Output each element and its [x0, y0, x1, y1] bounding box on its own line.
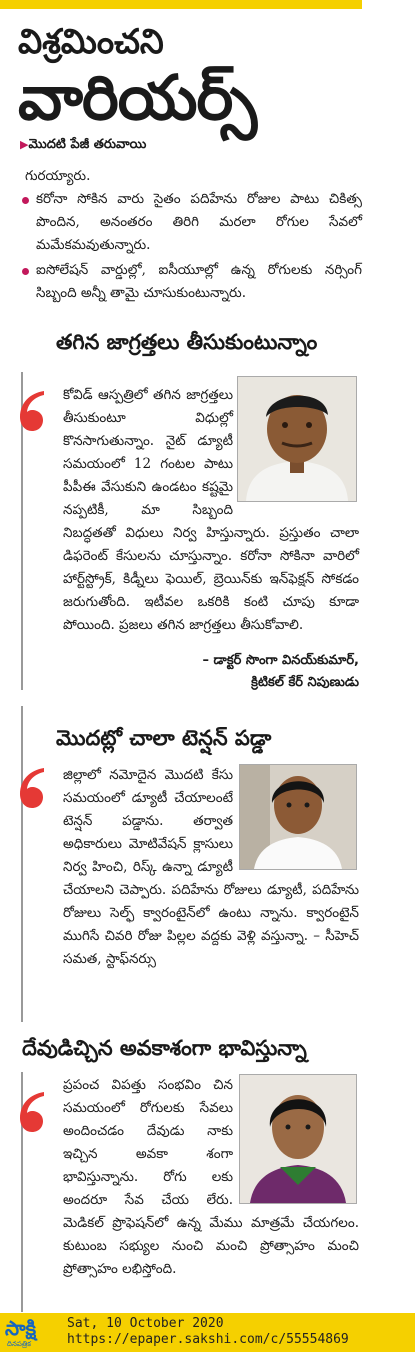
- bullet-item: ఐసోలేషన్ వార్డుల్లో, ఐసీయూల్లో ఉన్న రోగులకు నర్సింగ్ సిబ్బంది అన్నీ తామై చూసుకుంటున్నారు.: [22, 259, 362, 305]
- quote-mark-icon: [10, 385, 50, 435]
- continued-label: మొదటి పేజీ తరువాయి: [28, 137, 147, 152]
- triangle-icon: ▶: [20, 138, 29, 151]
- section-heading: తగిన జాగ్రత్తలు తీసుకుంటున్నాం: [56, 330, 318, 354]
- logo-text: సాక్షి: [5, 1316, 37, 1340]
- photo-spacer: [233, 1074, 359, 1202]
- footer-date: Sat, 10 October 2020: [67, 1316, 224, 1331]
- attribution: [150, 650, 359, 694]
- quote-mark-icon: [10, 762, 50, 812]
- headline-line-1: విశ్రమించని: [18, 22, 164, 62]
- logo-subtext: దినపత్రిక: [7, 1340, 31, 1348]
- attribution-name: – డాక్టర్ సొంగా వినయ్‌కుమార్,: [202, 653, 359, 668]
- top-yellow-bar: [0, 0, 362, 9]
- photo-spacer: [233, 384, 359, 504]
- footer-bar: [0, 1313, 415, 1352]
- photo-spacer: [233, 764, 359, 868]
- section-body: [63, 384, 359, 637]
- body-text: జిల్లాలో నమోదైన మొదటి కేసు సమయంలో డ్యూటీ చేయాలంటే టెన్షన్ పడ్డాను. తర్వాత అధికారులు మోటివేషన్ క్లాసులు నిర్వ హించి, రిస్క్ ఉన్నా డ్యూటీ చేయాలని చెప్పారు. పదిహేను రోజులు డ్యూటీ, పదిహేను రోజులు సెల్ఫ్ క్వారంటైన్‌లో ఉంటు న్నాను. క్వారంటైన్ ముగిసే చివరి రోజు పిల్లల వద్దకు వెళ్లి వస్తున్నా. – సీహెచ్ సమత, స్టాఫ్‌నర్సు: [63, 764, 359, 971]
- top-bar-gap: [362, 0, 415, 9]
- section-body: [63, 1074, 359, 1281]
- footer-url-link[interactable]: https://epaper.sakshi.com/c/55554869: [67, 1332, 349, 1347]
- continued-note: [20, 137, 146, 155]
- intro-bullets: [22, 188, 362, 307]
- dateline: గురయ్యారు.: [25, 168, 91, 184]
- body-text: కోవిడ్ ఆస్పత్రిలో తగిన జాగ్రత్తలు తీసుకుంటూ విధుల్లో కొనసాగుతున్నాం. నైట్ డ్యూటీ సమయంలో 12 గంటల పాటు పీపీఈ వేసుకుని ఉండటం కష్టమై నప్పటికీ, మా సిబ్బంది నిబద్ధతతో విధులు నిర్వ హిస్తున్నారు. ప్రస్తుతం చాలా డిఫరెంట్ కేసులను చూస్తున్నాం. కరోనా సోకినా వారిలో హార్ట్‌స్ట్రోక్, కిడ్నీలు ఫెయిల్, బ్రెయిన్‌కు ఇన్‌ఫెక్షన్ సోకడం జరుగుతోంది. ఇటీవల ఒకరికి కంటి చూపు కూడా పోయింది. ప్రజలు తగిన జాగ్రత్తలు తీసుకోవాలి.: [63, 384, 359, 637]
- divider: [21, 706, 23, 1022]
- headline-line-2: వారియర్స్: [18, 61, 257, 134]
- body-text: ప్రపంచ విపత్తు సంభవిం చిన సమయంలో రోగులకు సేవలు అందించడం దేవుడు నాకు ఇచ్చిన అవకా శంగా భావిస్తున్నాను. రోగు లకు అందరూ సేవ చేయ లేరు. మెడికల్ ప్రొఫెషన్‌లో ఉన్న మేము మాత్రమే చేయగలం. కుటుంబ సభ్యుల నుంచి మంచి ప్రోత్సాహం మంచి ప్రోత్సాహం లభిస్తోంది.: [63, 1074, 359, 1281]
- section-heading: మొదట్లో చాలా టెన్షన్ పడ్డా: [56, 726, 272, 750]
- sakshi-logo[interactable]: [3, 1316, 47, 1350]
- attribution-role: క్రిటికల్ కేర్ నిపుణుడు: [251, 675, 359, 690]
- section-body: [63, 764, 359, 971]
- quote-mark-icon: [10, 1086, 50, 1136]
- bullet-item: కరోనా సోకిన వారు సైతం పదిహేను రోజుల పాటు చికిత్స పొందిన, అనంతరం తిరిగి మరలా రోగుల సేవలో మమేకమవుతున్నారు.: [22, 188, 362, 257]
- section-heading: దేవుడిచ్చిన అవకాశంగా భావిస్తున్నా: [22, 1036, 307, 1060]
